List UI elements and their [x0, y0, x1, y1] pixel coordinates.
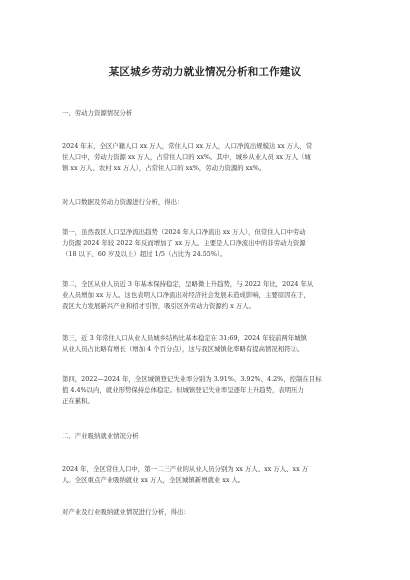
- paragraph-point-1: 第一，虽然我区人口呈净流出趋势（2024 年人口净流出 xx 万人），但常住人口中劳动 力资源 2024 年较 2022 年反而增加了 xx 万人。主要是人口净流出中的非劳动力资源 （18 以下、60 岁及以上）超过 1/5（占比为 24.55%）。: [62, 228, 306, 259]
- paragraph-analysis-intro: 对人口数据及劳动力资源进行分析，得出：: [62, 198, 184, 206]
- document-title: 某区城乡劳动力就业情况分析和工作建议: [108, 66, 302, 78]
- paragraph-point-4: 第四，2022—2024 年，全区城镇登记失业率分别为 3.91%、3.92%、4.2%，控制在目标 值 4.4%以内，就业形势保持总体稳定。但城镇登记失业率呈逐年上升趋势，表明压力 正在累积。: [62, 375, 322, 406]
- section-heading-2: 二、产业吸纳就业情况分析: [62, 432, 139, 440]
- section-heading-1: 一、劳动力资源情况分析: [62, 109, 133, 117]
- paragraph-industry-intro: 对产业及行业吸纳就业情况进行分析，得出：: [62, 508, 190, 516]
- paragraph-point-3: 第三，近 3 年常住人口从业人员城乡结构比基本稳定在 31:69，2024 年较前两年城镇 从业人员占比略有增长（增加 4 个百分点），这与我区城镇化率略有提高情况相符②。: [62, 334, 307, 354]
- paragraph-industry-summary: 2024 年，全区常住人口中，第一二三产业的从业人员分别为 xx 万人、xx 万人、xx 万 人。全区重点产业吸纳就业 xx 万人，全区城镇新增就业 xx 人。: [62, 465, 309, 485]
- paragraph-population-summary: 2024 年末，全区户籍人口 xx 万人，常住人口 xx 万人，人口净流出规模达 xx 万人，常 住人口中，劳动力资源 xx 万人，占常住人口的 xx%。其中，城乡从业人员 xx 万人（城 镇 xx 万人、农村 xx 万人），占常住人口的 xx%，劳动力资源的 xx%。: [62, 142, 313, 173]
- paragraph-point-2: 第二，全区从业人员近 3 年基本保持稳定，呈略微上升趋势，与 2022 年比，2024 年从 业人员增加 xx 万人。这也表明人口净流出对经济社会发展未造成影响，主要原因在于， 我区大力发展新兴产业和招才引智，吸引区外劳动力资源约 x 万人。: [62, 280, 314, 311]
